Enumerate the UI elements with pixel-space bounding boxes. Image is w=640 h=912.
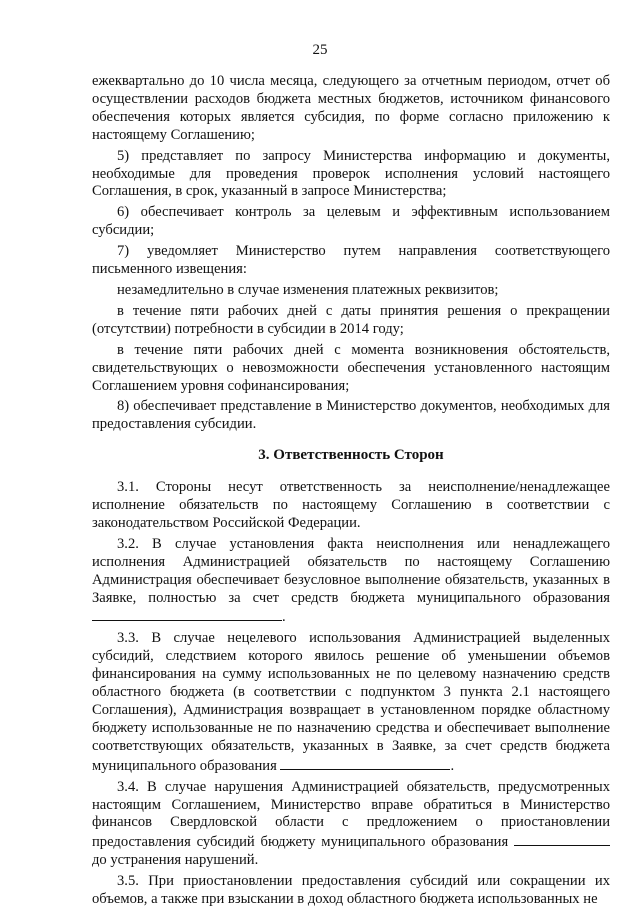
paragraph-item-7: 7) уведомляет Министерство путем направления соответствующего письменного извещения: [92, 243, 610, 278]
paragraph-item-6: 6) обеспечивает контроль за целевым и эффективным использованием субсидии; [92, 204, 610, 239]
clause-3-4 [92, 779, 610, 871]
clause-3-3-end: . [450, 757, 455, 774]
clause-3-2-end: . [282, 609, 286, 626]
clause-3-1: 3.1. Стороны несут ответственность за неисполнение/ненадлежащее исполнение обязательств по настоящему Соглашению в соответствии с законодательством Российской Федерации. [92, 479, 610, 531]
clause-3-2 [92, 536, 610, 628]
paragraph-item-5: 5) представляет по запросу Министерства информацию и документы, необходимые для проведения проверок исполнения условий настоящего Соглашения, в срок, указанный в запросе Министерства; [92, 147, 610, 200]
clause-3-3-text: 3.3. В случае нецелевого использования Администрацией выделенных субсидий, следствием которого явилось решение об уменьшении объемов финансирования на сумму использованных не по целевому назначению средств областного бюджета (в соответствии с подпунктом 3 пункта 2.1 настоящего Соглашения), Администрация возвращает в установленном порядке областному бюджету использованные не по назначению средства и обеспечивает выполнение соответствующих обязательств, указанных в Заявке, за счет средств бюджета муниципального образования [92, 630, 610, 774]
document-body [92, 73, 610, 912]
clause-3-2-text: 3.2. В случае установления факта неисполнения или ненадлежащего исполнения Администрацией обязательств по настоящему Соглашению Администрация обеспечивает безусловное выполнение обязательств, указанных в Заявке, полностью за счет средств бюджета муниципального образования [92, 535, 610, 606]
clause-3-4-text: 3.4. В случае нарушения Администрацией обязательств, предусмотренных настоящим Соглашением, Министерство вправе обратиться в Министерство финансов Свердловской области с предложением о приостановлении предоставления субсидий бюджету муниципального образования [92, 778, 610, 851]
section-heading: 3. Ответственность Сторон [258, 447, 444, 464]
clause-3-3 [92, 630, 610, 775]
clause-3-4-end: до устранения нарушений. [92, 852, 259, 869]
page-number: 25 [312, 42, 328, 58]
paragraph-item-7c: в течение пяти рабочих дней с момента возникновения обстоятельств, свидетельствующих о невозможности обеспечения установленного настоящим Соглашением уровня софинансирования; [92, 341, 610, 394]
paragraph-item-7b: в течение пяти рабочих дней с даты принятия решения о прекращении (отсутствии) потребности в субсидии в 2014 году; [92, 302, 610, 337]
paragraph-item-8: 8) обеспечивает представление в Министерство документов, необходимых для предоставления субсидии. [92, 398, 610, 433]
blank-line [280, 756, 450, 770]
blank-line [514, 832, 610, 846]
blank-line [92, 607, 282, 621]
paragraph-continuation: ежеквартально до 10 числа месяца, следующего за отчетным периодом, отчет об осуществлении расходов бюджета местных бюджетов, источником финансового обеспечения которых является субсидия, по форме согласно приложению к настоящему Соглашению; [92, 73, 610, 143]
paragraph-item-7a: незамедлительно в случае изменения платежных реквизитов; [117, 281, 499, 298]
clause-3-5: 3.5. При приостановлении предоставления субсидий или сокращении их объемов, а также при взыскании в доход областного бюджета использованных не [92, 873, 610, 908]
